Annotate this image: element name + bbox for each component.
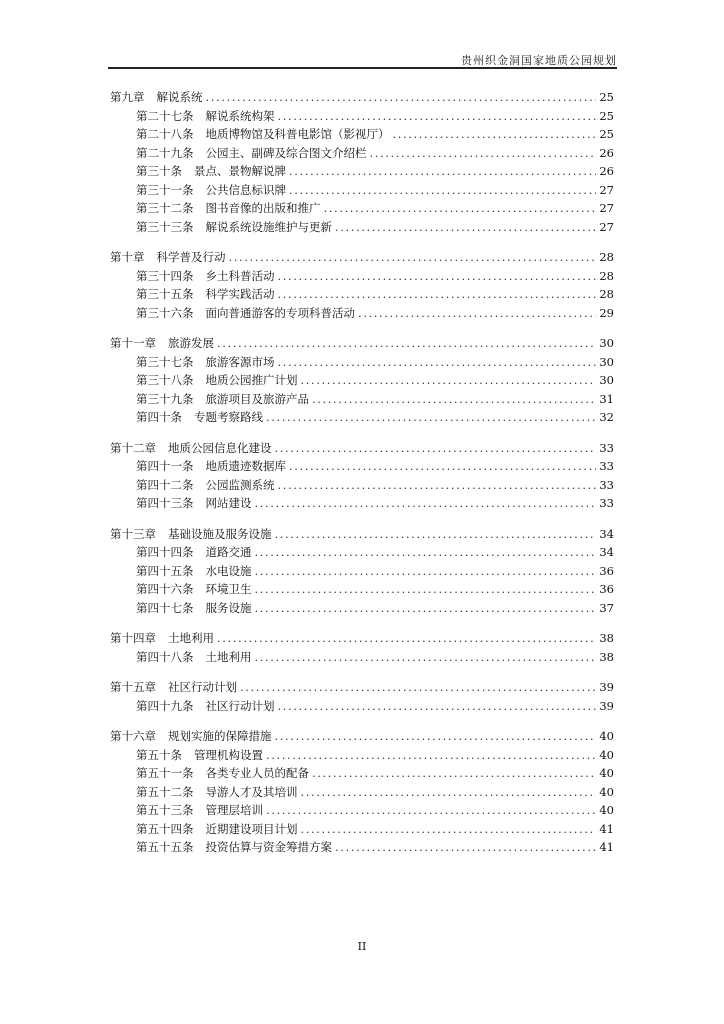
toc-dot-leader — [255, 494, 597, 513]
toc-article-entry[interactable] — [110, 764, 614, 783]
toc-dot-leader — [217, 629, 596, 648]
toc-entry-number: 第四十三条 — [136, 496, 194, 510]
toc-entry-number: 第三十五条 — [136, 287, 194, 301]
toc-entry-title: 土地利用 — [168, 631, 214, 645]
toc-entry-page: 29 — [599, 305, 614, 320]
toc-entry-number: 第三十三条 — [136, 219, 194, 234]
toc-entry-number: 第四十六条 — [136, 582, 194, 596]
toc-entry-number: 第十五章 — [110, 680, 156, 694]
toc-entry-title: 管理机构设置 — [194, 747, 263, 762]
toc-entry-title: 科学实践活动 — [205, 287, 275, 301]
toc-entry-title: 社区行动计划 — [168, 680, 237, 694]
toc-chapter-entry[interactable] — [110, 248, 614, 267]
toc-article-entry[interactable] — [110, 199, 614, 218]
toc-entry-title: 管理层培训 — [205, 803, 263, 817]
toc-entry-title: 专题考察路线 — [194, 410, 263, 424]
toc-entry-page: 31 — [599, 391, 614, 406]
toc-entry-page: 33 — [599, 496, 614, 510]
toc-entry-page: 27 — [599, 201, 614, 215]
toc-entry-title: 科学普及行动 — [156, 250, 226, 264]
toc-entry-page: 41 — [599, 840, 614, 854]
toc-entry-number: 第四十四条 — [136, 545, 194, 559]
toc-dot-leader — [278, 476, 597, 495]
toc-dot-leader — [289, 162, 596, 181]
toc-entry-page: 40 — [599, 729, 614, 743]
toc-article-entry[interactable] — [110, 267, 614, 286]
toc-entry-page: 25 — [599, 108, 614, 123]
toc-entry-title: 解说系统构架 — [205, 108, 275, 123]
toc-entry-title: 解说系统设施维护与更新 — [205, 219, 332, 234]
toc-entry-number: 第四十五条 — [136, 563, 194, 578]
toc-entry-page: 39 — [599, 698, 614, 713]
toc-entry-page: 28 — [599, 287, 614, 301]
toc-dot-leader — [229, 248, 597, 267]
toc-entry-number: 第三十一条 — [136, 182, 194, 197]
toc-entry-page: 25 — [599, 127, 614, 141]
toc-article-entry[interactable] — [110, 125, 614, 144]
toc-entry-number: 第三十八条 — [136, 373, 194, 387]
toc-dot-leader — [301, 820, 597, 839]
toc-dot-leader — [255, 580, 597, 599]
toc-article-entry[interactable] — [110, 304, 614, 323]
toc-article-entry[interactable] — [110, 218, 614, 237]
toc-entry-title: 社区行动计划 — [205, 698, 275, 713]
toc-entry-title: 景点、景物解说牌 — [194, 164, 286, 178]
toc-dot-leader — [335, 838, 596, 857]
toc-entry-number: 第二十八条 — [136, 127, 194, 141]
toc-chapter-entry[interactable] — [110, 727, 614, 746]
toc-entry-page: 25 — [599, 90, 614, 104]
toc-entry-number: 第十一章 — [110, 336, 156, 350]
toc-entry-page: 38 — [599, 631, 614, 645]
toc-entry-page: 40 — [599, 766, 614, 780]
toc-dot-leader — [240, 678, 596, 697]
toc-article-entry[interactable] — [110, 353, 614, 372]
toc-entry-number: 第四十一条 — [136, 459, 194, 473]
toc-entry-page: 40 — [599, 747, 614, 762]
toc-article-entry[interactable] — [110, 599, 614, 618]
toc-entry-number: 第三十二条 — [136, 201, 194, 215]
toc-entry-title: 图书音像的出版和推广 — [205, 201, 321, 215]
toc-entry-title: 旅游客源市场 — [205, 354, 275, 369]
toc-entry-number: 第四十八条 — [136, 649, 194, 664]
toc-article-entry[interactable] — [110, 371, 614, 390]
toc-entry-title: 地质博物馆及科普电影馆（影视厅） — [205, 127, 390, 141]
toc-dot-leader — [312, 764, 596, 783]
toc-dot-leader — [217, 334, 596, 353]
toc-entry-page: 33 — [599, 440, 614, 455]
toc-entry-page: 28 — [599, 268, 614, 283]
toc-entry-page: 27 — [599, 219, 614, 234]
toc-entry-number: 第十三章 — [110, 526, 156, 541]
toc-dot-leader — [278, 353, 597, 372]
toc-chapter-entry[interactable] — [110, 525, 614, 544]
toc-entry-number: 第九章 — [110, 90, 145, 104]
toc-entry-title: 各类专业人员的配备 — [205, 766, 309, 780]
toc-entry-page: 34 — [599, 526, 614, 541]
toc-entry-title: 导游人才及其培训 — [205, 784, 298, 799]
toc-article-entry[interactable] — [110, 107, 614, 126]
toc-article-entry[interactable] — [110, 476, 614, 495]
toc-dot-leader — [275, 525, 597, 544]
toc-dot-leader — [255, 543, 597, 562]
toc-dot-leader — [255, 562, 597, 581]
toc-entry-page: 33 — [599, 477, 614, 492]
toc-article-entry[interactable] — [110, 494, 614, 513]
toc-dot-leader — [255, 599, 597, 618]
toc-article-entry[interactable] — [110, 181, 614, 200]
toc-entry-number: 第三十六条 — [136, 305, 194, 320]
toc-article-entry[interactable] — [110, 746, 614, 765]
toc-dot-leader — [370, 144, 597, 163]
header-rule — [108, 67, 617, 69]
toc-entry-page: 41 — [599, 821, 614, 836]
toc-dot-leader — [278, 285, 597, 304]
toc-article-entry[interactable] — [110, 562, 614, 581]
toc-article-entry[interactable] — [110, 162, 614, 181]
toc-entry-title: 公园主、副碑及综合图文介绍栏 — [205, 145, 367, 160]
toc-entry-title: 环境卫生 — [205, 582, 252, 596]
toc-entry-number: 第三十条 — [136, 164, 182, 178]
toc-dot-leader — [358, 304, 596, 323]
toc-dot-leader — [278, 697, 597, 716]
toc-chapter-entry[interactable] — [110, 88, 614, 107]
toc-article-entry[interactable] — [110, 820, 614, 839]
toc-article-entry[interactable] — [110, 543, 614, 562]
toc-entry-number: 第十二章 — [110, 440, 156, 455]
toc-dot-leader — [289, 457, 596, 476]
toc-entry-title: 旅游发展 — [168, 336, 214, 350]
toc-entry-title: 规划实施的保障措施 — [168, 729, 272, 743]
toc-entry-page: 33 — [599, 459, 614, 473]
toc-dot-leader — [301, 371, 597, 390]
toc-article-entry[interactable] — [110, 390, 614, 409]
toc-entry-page: 30 — [599, 373, 614, 387]
toc-entry-page: 30 — [599, 354, 614, 369]
toc-entry-number: 第五十一条 — [136, 766, 194, 780]
toc-entry-page: 30 — [599, 336, 614, 350]
toc-article-entry[interactable] — [110, 457, 614, 476]
toc-entry-number: 第三十七条 — [136, 354, 194, 369]
toc-article-entry[interactable] — [110, 580, 614, 599]
toc-dot-leader — [335, 218, 596, 237]
toc-dot-leader — [278, 267, 597, 286]
toc-entry-number: 第二十九条 — [136, 145, 194, 160]
toc-entry-title: 解说系统 — [156, 90, 203, 104]
toc-entry-number: 第十六章 — [110, 729, 156, 743]
toc-entry-page: 36 — [599, 582, 614, 596]
toc-entry-number: 第十章 — [110, 250, 145, 264]
toc-entry-page: 26 — [599, 145, 614, 160]
toc-article-entry[interactable] — [110, 783, 614, 802]
toc-entry-title: 面向普通游客的专项科普活动 — [205, 305, 355, 320]
toc-entry-number: 第三十九条 — [136, 391, 194, 406]
page-number: II — [357, 940, 367, 953]
toc-entry-title: 公园监测系统 — [205, 477, 275, 492]
toc-entry-page: 40 — [599, 803, 614, 817]
toc-entry-page: 27 — [599, 182, 614, 197]
toc-entry-page: 32 — [599, 410, 614, 424]
toc-dot-leader — [278, 107, 597, 126]
toc-entry-title: 基础设施及服务设施 — [168, 526, 272, 541]
toc-dot-leader — [206, 88, 597, 107]
toc-entry-title: 地质公园推广计划 — [205, 373, 298, 387]
toc-article-entry[interactable] — [110, 408, 614, 427]
toc-dot-leader — [255, 648, 597, 667]
toc-article-entry[interactable] — [110, 648, 614, 667]
toc-entry-title: 近期建设项目计划 — [205, 821, 298, 836]
toc-chapter-entry[interactable] — [110, 629, 614, 648]
toc-dot-leader — [393, 125, 597, 144]
toc-entry-title: 道路交通 — [205, 545, 252, 559]
toc-chapter-entry[interactable] — [110, 334, 614, 353]
header-title: 贵州织金洞国家地质公园规划 — [461, 54, 617, 67]
toc-entry-page: 39 — [599, 680, 614, 694]
toc-entry-page: 34 — [599, 545, 614, 559]
toc-entry-page: 36 — [599, 563, 614, 578]
toc-dot-leader — [266, 408, 596, 427]
page-header — [110, 50, 617, 68]
toc-entry-title: 水电设施 — [205, 563, 252, 578]
toc-entry-title: 服务设施 — [205, 600, 252, 615]
toc-entry-number: 第五十四条 — [136, 821, 194, 836]
toc-entry-title: 土地利用 — [205, 649, 252, 664]
toc-entry-number: 第五十二条 — [136, 784, 194, 799]
toc-entry-number: 第二十七条 — [136, 108, 194, 123]
toc-entry-number: 第四十九条 — [136, 698, 194, 713]
toc-dot-leader — [266, 801, 596, 820]
toc-entry-page: 37 — [599, 600, 614, 615]
toc-entry-title: 乡土科普活动 — [205, 268, 275, 283]
toc-dot-leader — [266, 746, 596, 765]
toc-entry-number: 第四十二条 — [136, 477, 194, 492]
toc-entry-number: 第五十条 — [136, 747, 182, 762]
toc-dot-leader — [275, 727, 597, 746]
toc-entry-page: 26 — [599, 164, 614, 178]
toc-entry-title: 投资估算与资金筹措方案 — [205, 840, 332, 854]
toc-entry-title: 旅游项目及旅游产品 — [205, 391, 309, 406]
toc-dot-leader — [324, 199, 597, 218]
toc-entry-page: 28 — [599, 250, 614, 264]
table-of-contents — [110, 88, 614, 857]
toc-entry-number: 第五十五条 — [136, 840, 194, 854]
toc-article-entry[interactable] — [110, 144, 614, 163]
toc-entry-page: 40 — [599, 784, 614, 799]
toc-chapter-entry[interactable] — [110, 678, 614, 697]
toc-entry-title: 网站建设 — [205, 496, 252, 510]
toc-entry-number: 第十四章 — [110, 631, 156, 645]
toc-dot-leader — [275, 439, 597, 458]
toc-entry-number: 第三十四条 — [136, 268, 194, 283]
toc-article-entry[interactable] — [110, 838, 614, 857]
toc-entry-number: 第五十三条 — [136, 803, 194, 817]
toc-entry-page: 38 — [599, 649, 614, 664]
toc-entry-title: 地质公园信息化建设 — [168, 440, 272, 455]
toc-dot-leader — [289, 181, 596, 200]
toc-entry-number: 第四十条 — [136, 410, 182, 424]
toc-article-entry[interactable] — [110, 801, 614, 820]
toc-dot-leader — [312, 390, 596, 409]
toc-article-entry[interactable] — [110, 697, 614, 716]
toc-entry-title: 公共信息标识牌 — [205, 182, 286, 197]
toc-dot-leader — [301, 783, 597, 802]
toc-entry-number: 第四十七条 — [136, 600, 194, 615]
toc-chapter-entry[interactable] — [110, 439, 614, 458]
toc-entry-title: 地质遗迹数据库 — [205, 459, 286, 473]
toc-article-entry[interactable] — [110, 285, 614, 304]
